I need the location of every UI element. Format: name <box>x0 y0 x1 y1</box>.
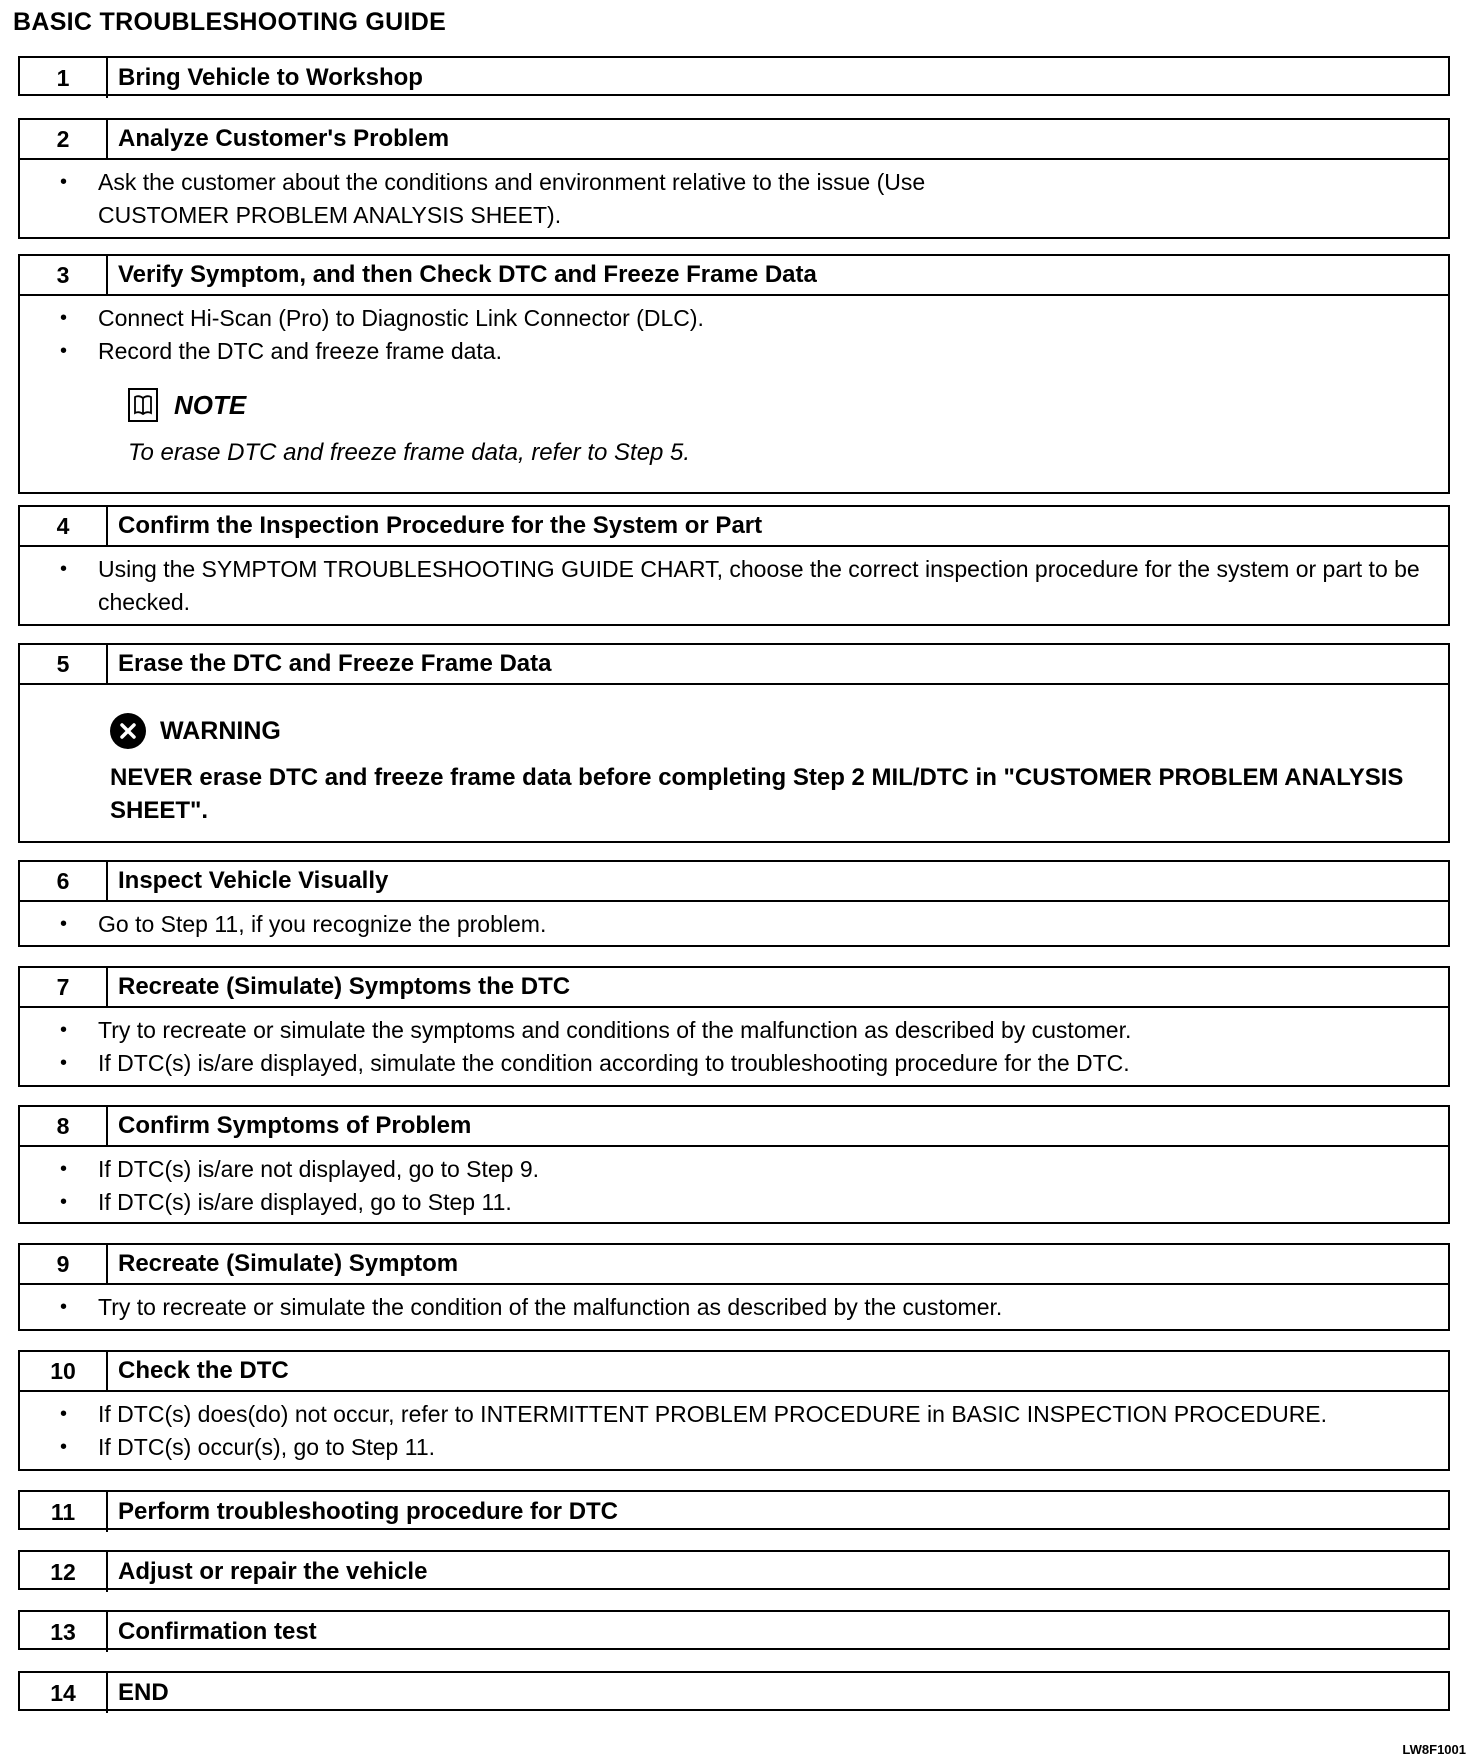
step-title: Adjust or repair the vehicle <box>118 1558 428 1585</box>
bullet-text: If DTC(s) does(do) not occur, refer to INTERMITTENT PROBLEM PROCEDURE in BASIC INSPECTION PROCEDURE. <box>98 1401 1328 1427</box>
step-title: END <box>118 1679 169 1706</box>
page-title: BASIC TROUBLESHOOTING GUIDE <box>13 8 447 36</box>
step-13 <box>18 1610 1450 1650</box>
step-header <box>20 58 1448 98</box>
list-item: • Using the SYMPTOM TROUBLESHOOTING GUIDE CHART, choose the correct inspection procedure for the system or part to be checked. <box>60 553 1438 619</box>
step-header <box>20 1107 1448 1147</box>
step-7 <box>18 966 1450 1087</box>
step-header <box>20 968 1448 1008</box>
step-5 <box>18 643 1450 843</box>
step-title: Recreate (Simulate) Symptoms the DTC <box>118 973 571 1000</box>
step-header <box>20 1673 1448 1713</box>
bullet-text: Go to Step 11, if you recognize the problem. <box>98 911 547 937</box>
list-item: • If DTC(s) is/are displayed, go to Step 11. <box>60 1186 1438 1219</box>
step-number: 2 <box>20 120 108 158</box>
step-9 <box>18 1243 1450 1331</box>
list-item: • If DTC(s) is/are displayed, simulate the condition according to troubleshooting procedure for the DTC. <box>60 1047 1438 1080</box>
step-3 <box>18 254 1450 494</box>
step-title: Analyze Customer's Problem <box>118 125 450 152</box>
step-14 <box>18 1671 1450 1711</box>
step-number: 4 <box>20 507 108 545</box>
step-header <box>20 862 1448 902</box>
bullet-text: If DTC(s) occur(s), go to Step 11. <box>98 1434 436 1460</box>
list-item: • Try to recreate or simulate the condition of the malfunction as described by the customer. <box>60 1291 1438 1324</box>
step-4 <box>18 505 1450 626</box>
step-number: 1 <box>20 58 108 98</box>
step-number: 14 <box>20 1673 108 1713</box>
bullet-text: If DTC(s) is/are displayed, simulate the condition according to troubleshooting procedure for the DTC. <box>98 1050 1130 1076</box>
step-number: 5 <box>20 645 108 683</box>
list-item: • If DTC(s) occur(s), go to Step 11. <box>60 1431 1438 1464</box>
step-title: Confirm Symptoms of Problem <box>118 1112 472 1139</box>
step-6 <box>18 860 1450 947</box>
step-body <box>20 1285 1448 1330</box>
step-body <box>20 296 1448 475</box>
step-number: 12 <box>20 1552 108 1592</box>
list-item: • If DTC(s) does(do) not occur, refer to INTERMITTENT PROBLEM PROCEDURE in BASIC INSPECTION PROCEDURE. <box>60 1398 1438 1431</box>
warning-block <box>20 685 1448 833</box>
step-title: Erase the DTC and Freeze Frame Data <box>118 650 552 677</box>
step-1 <box>18 56 1450 96</box>
list-item: • Connect Hi-Scan (Pro) to Diagnostic Link Connector (DLC). <box>60 302 1438 335</box>
step-body <box>20 160 1448 238</box>
step-number: 11 <box>20 1492 108 1532</box>
step-number: 6 <box>20 862 108 900</box>
step-header <box>20 1492 1448 1532</box>
step-body <box>20 547 1448 625</box>
step-header <box>20 507 1448 547</box>
warning-label: WARNING <box>160 716 281 745</box>
step-header <box>20 120 1448 160</box>
bullet-text: Try to recreate or simulate the condition of the malfunction as described by the customer. <box>98 1294 1003 1320</box>
bullet-text: If DTC(s) is/are not displayed, go to Step 9. <box>98 1156 540 1182</box>
step-body <box>20 1008 1448 1086</box>
step-number: 7 <box>20 968 108 1006</box>
list-item: • Go to Step 11, if you recognize the problem. <box>60 908 1438 941</box>
step-title: Check the DTC <box>118 1357 289 1384</box>
warning-text: NEVER erase DTC and freeze frame data before completing Step 2 MIL/DTC in "CUSTOMER PROBLEM ANALYSIS SHEET". <box>110 764 1404 824</box>
step-10 <box>18 1350 1450 1471</box>
step-title: Recreate (Simulate) Symptom <box>118 1250 459 1277</box>
step-title: Inspect Vehicle Visually <box>118 867 389 894</box>
step-body <box>20 1392 1448 1470</box>
list-item: • Record the DTC and freeze frame data. <box>60 335 1438 368</box>
bullet-text: Try to recreate or simulate the symptoms and conditions of the malfunction as described by customer. <box>98 1017 1132 1043</box>
step-2 <box>18 118 1450 239</box>
bullet-text: Record the DTC and freeze frame data. <box>98 338 502 364</box>
warning-x-icon <box>110 713 146 749</box>
step-body <box>20 902 1448 947</box>
note-block <box>60 388 1438 469</box>
step-body <box>20 1147 1448 1225</box>
step-number: 9 <box>20 1245 108 1283</box>
step-header <box>20 645 1448 685</box>
note-label: NOTE <box>174 389 247 420</box>
step-number: 13 <box>20 1612 108 1652</box>
step-8 <box>18 1105 1450 1224</box>
bullet-text: Connect Hi-Scan (Pro) to Diagnostic Link Connector (DLC). <box>98 305 704 331</box>
step-title: Perform troubleshooting procedure for DTC <box>118 1498 619 1525</box>
bullet-text: Ask the customer about the conditions and environment relative to the issue (Use CUSTOMER PROBLEM ANALYSIS SHEET). <box>98 169 926 228</box>
step-header <box>20 1352 1448 1392</box>
step-title: Confirmation test <box>118 1618 317 1645</box>
bullet-text: Using the SYMPTOM TROUBLESHOOTING GUIDE CHART, choose the correct inspection procedure for the system or part to be checked. <box>98 556 1420 615</box>
bullet-text: If DTC(s) is/are displayed, go to Step 11. <box>98 1189 512 1215</box>
list-item: • Try to recreate or simulate the symptoms and conditions of the malfunction as described by customer. <box>60 1014 1438 1047</box>
step-header <box>20 256 1448 296</box>
step-12 <box>18 1550 1450 1590</box>
step-header <box>20 1245 1448 1285</box>
list-item: • If DTC(s) is/are not displayed, go to Step 9. <box>60 1153 1438 1186</box>
step-number: 8 <box>20 1107 108 1145</box>
step-title: Verify Symptom, and then Check DTC and Freeze Frame Data <box>118 261 817 288</box>
step-11 <box>18 1490 1450 1530</box>
step-title: Confirm the Inspection Procedure for the System or Part <box>118 512 763 539</box>
figure-code: LW8F1001 <box>1402 1742 1466 1757</box>
step-number: 3 <box>20 256 108 294</box>
book-icon <box>128 388 158 422</box>
step-header <box>20 1612 1448 1652</box>
step-number: 10 <box>20 1352 108 1390</box>
list-item: • Ask the customer about the conditions and environment relative to the issue (Use CUSTOMER PROBLEM ANALYSIS SHEET). <box>60 166 1438 232</box>
step-title: Bring Vehicle to Workshop <box>118 64 423 91</box>
note-text: To erase DTC and freeze frame data, refer to Step 5. <box>128 439 691 466</box>
step-header <box>20 1552 1448 1592</box>
